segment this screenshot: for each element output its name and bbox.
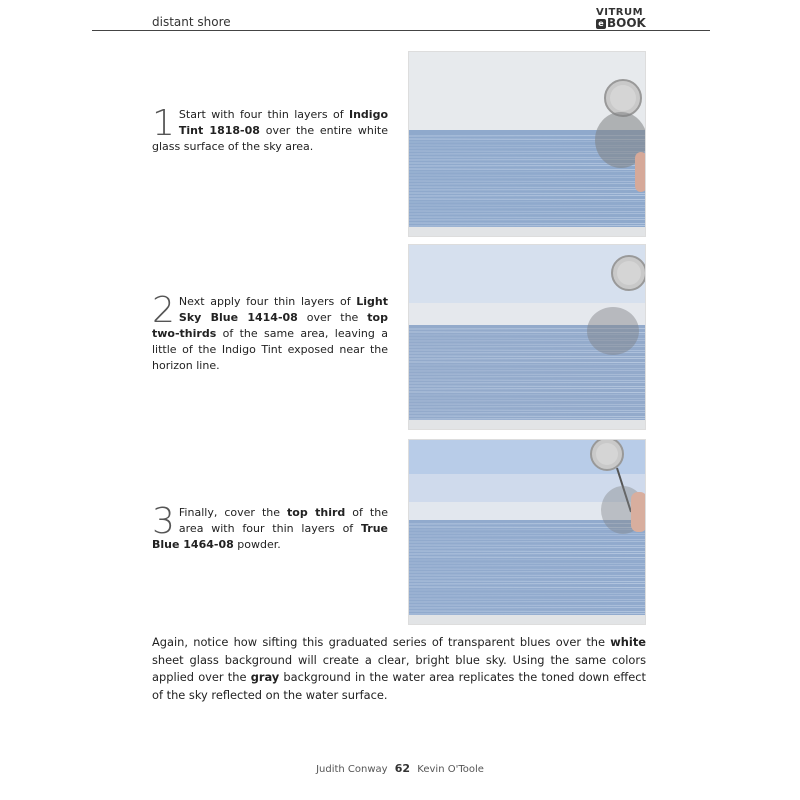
step-2-photo	[408, 244, 646, 430]
step-number: 2	[152, 290, 175, 331]
step-3-photo	[408, 439, 646, 625]
header-rule	[92, 30, 710, 31]
page-number: 62	[394, 762, 411, 775]
step-number: 3	[152, 501, 175, 542]
step-1-photo	[408, 51, 646, 237]
step-1: 1 Start with four thin layers of Indigo Tint 1818-08 over the entire white glass surface of the sky area.	[152, 103, 388, 153]
step-2: 2 Next apply four thin layers of Light Sky Blue 1414-08 over the top two-thirds of the same area, leaving a little of the Indigo Tint exposed near the horizon line.	[152, 290, 388, 372]
publisher-logo: VITRUM e BOOK	[596, 7, 646, 30]
page-footer	[0, 762, 800, 775]
footer-author-1: Judith Conway	[316, 764, 388, 775]
step-number: 1	[152, 103, 175, 144]
footer-author-2: Kevin O'Toole	[417, 764, 484, 775]
step-3: 3 Finally, cover the top third of the area with four thin layers of True Blue 1464-08 powder.	[152, 501, 388, 551]
summary-paragraph: Again, notice how sifting this graduated series of transparent blues over the white sheet glass background will create a clear, bright blue sky. Using the same colors applied over the gray background in the water area replicates the toned down effect of the sky reflected on the water surface.	[152, 635, 647, 702]
running-header: distant shore	[152, 15, 231, 29]
